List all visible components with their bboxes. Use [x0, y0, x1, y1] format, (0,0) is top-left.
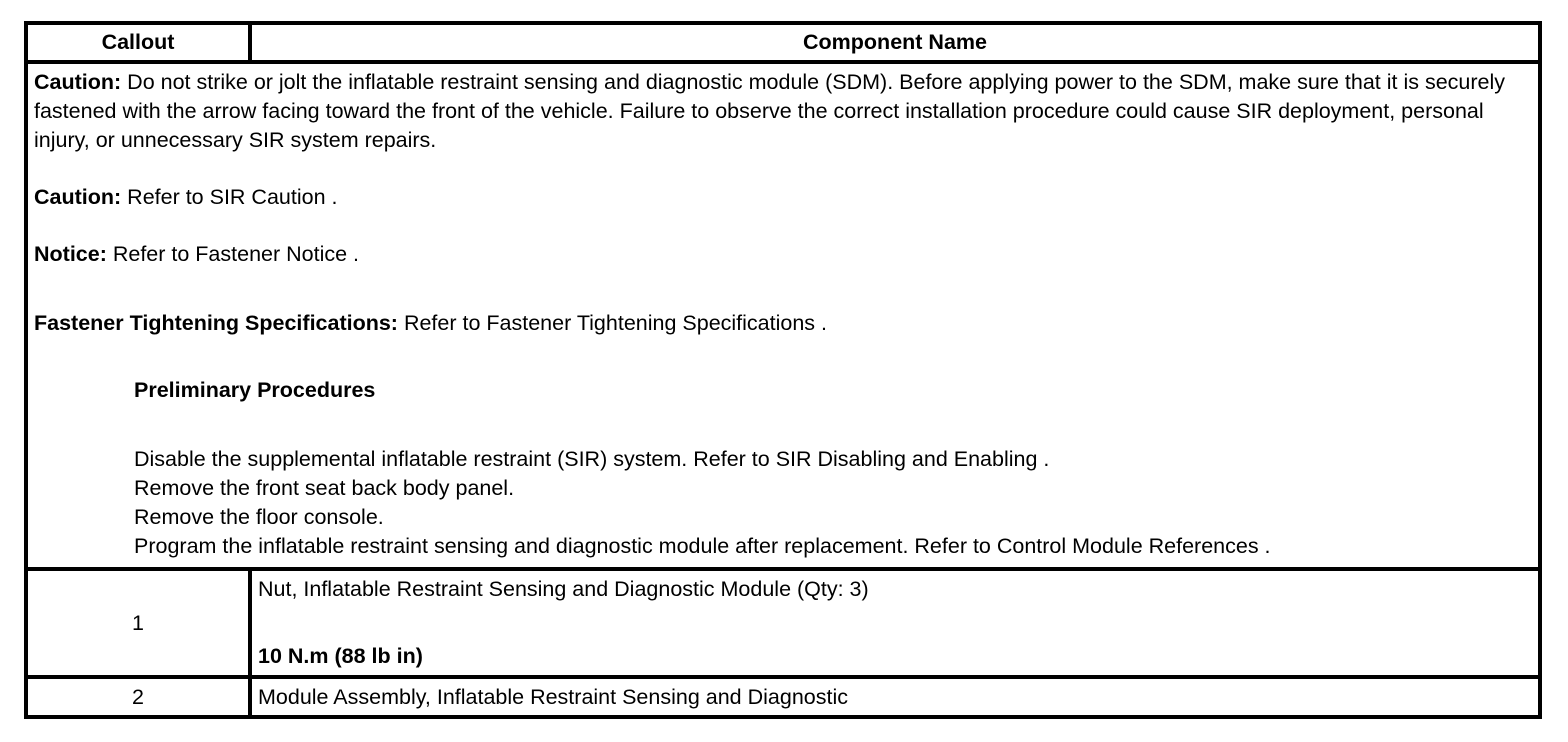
caution-label: Caution: [34, 185, 122, 209]
fastener-spec-note [34, 309, 1532, 338]
caution-note-sdm [34, 68, 1532, 155]
component-name: Module Assembly, Inflatable Restraint Sensing and Diagnostic [250, 677, 1540, 717]
notes-row [26, 62, 1540, 569]
component-name: Nut, Inflatable Restraint Sensing and Diagnostic Module (Qty: 3) [258, 577, 869, 601]
notes-cell [26, 62, 1540, 569]
component-name-header: Component Name [250, 23, 1540, 62]
notice-text: Refer to Fastener Notice . [106, 242, 360, 266]
preliminary-procedures-title: Preliminary Procedures [134, 378, 376, 402]
caution-text: Do not strike or jolt the inflatable restraint sensing and diagnostic module (SDM). Before applying power to the SDM, make sure that it is securely fastened with the arrow facing toward the front of the vehicle. Failure to observe the correct installation procedure could cause SIR deployment, personal injury, or unnecessary SIR system repairs. [34, 70, 1506, 152]
callout-number: 2 [26, 677, 250, 717]
header-row [26, 23, 1540, 62]
table-row [26, 569, 1540, 677]
callout-number: 1 [26, 569, 250, 677]
notice-label: Notice: [34, 242, 107, 266]
procedure-step: Remove the front seat back body panel. [134, 476, 515, 500]
procedure-step: Program the inflatable restraint sensing and diagnostic module after replacement. Refer to Control Module References . [134, 534, 1271, 558]
caution-label: Caution: [34, 70, 122, 94]
preliminary-procedures [34, 376, 1532, 561]
caution-note-sir [34, 183, 1532, 212]
fastener-spec-label: Fastener Tightening Specifications: [34, 311, 398, 335]
procedure-step: Remove the floor console. [134, 505, 384, 529]
procedure-step: Disable the supplemental inflatable restraint (SIR) system. Refer to SIR Disabling and Enabling . [134, 447, 1050, 471]
component-cell [250, 569, 1540, 677]
table-row [26, 677, 1540, 717]
component-table [24, 21, 1542, 719]
torque-spec: 10 N.m (88 lb in) [258, 644, 423, 668]
notice-note [34, 240, 1532, 269]
caution-text: Refer to SIR Caution . [121, 185, 338, 209]
callout-header: Callout [26, 23, 250, 62]
fastener-spec-text: Refer to Fastener Tightening Specifications . [397, 311, 828, 335]
